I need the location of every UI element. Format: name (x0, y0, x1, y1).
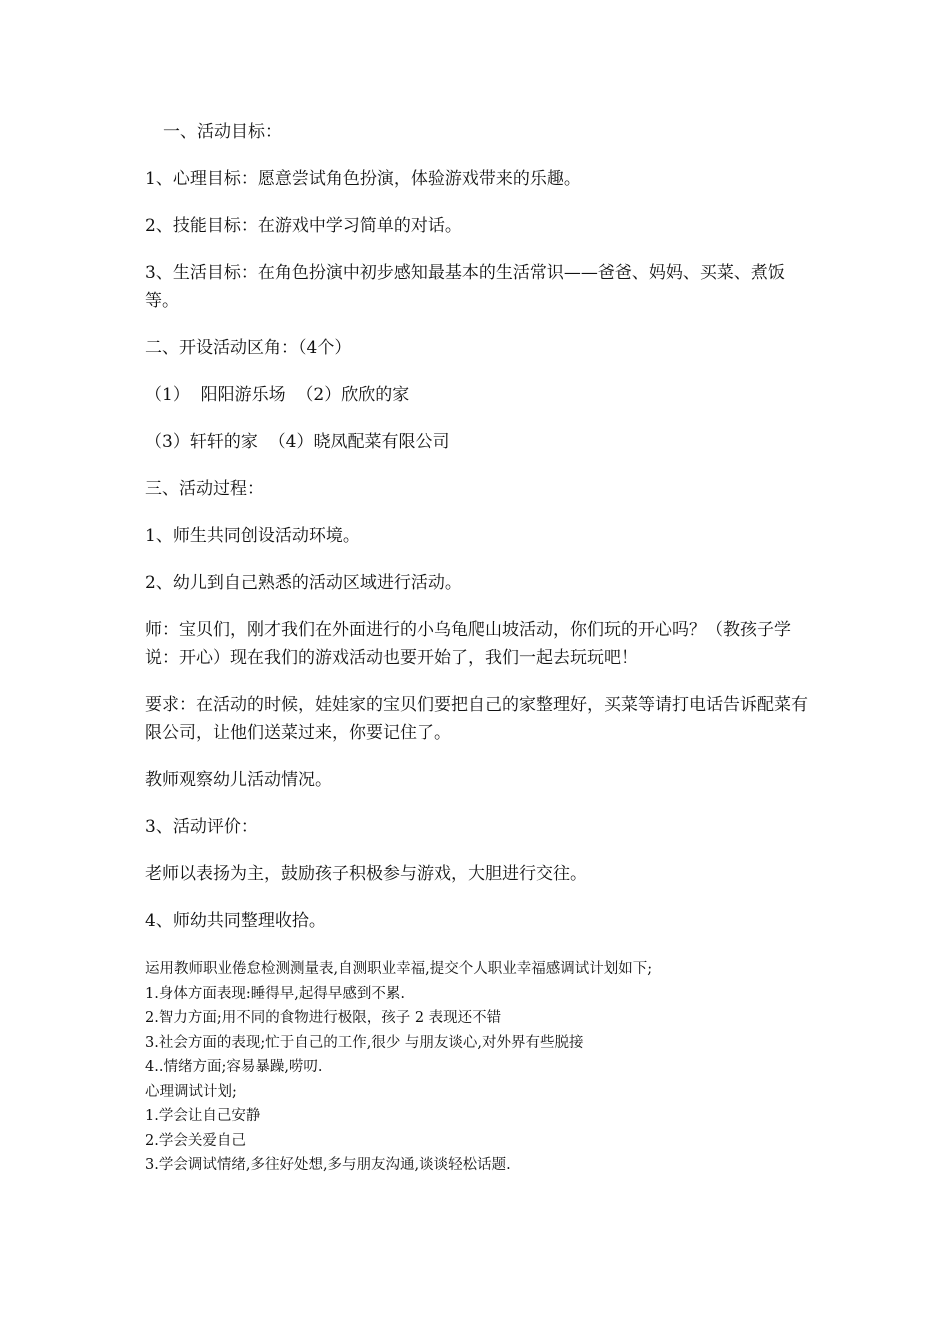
plan-step-2: 2.学会关爱自己 (145, 1132, 246, 1149)
document-page (145, 118, 810, 1178)
process-step-3: 3、活动评价： (145, 817, 258, 837)
plan-intro: 运用教师职业倦怠检测测量表,自测职业幸福,提交个人职业幸福感调试计划如下; (145, 961, 653, 977)
plan-step-3: 3.学会调试情绪,多往好处想,多与朋友沟通,谈谈轻松话题. (145, 1157, 511, 1173)
process-step-4: 4、师幼共同整理收拾。 (145, 911, 326, 931)
goal-psychological: 1、心理目标：愿意尝试角色扮演，体验游戏带来的乐趣。 (145, 169, 581, 189)
area-list-2: （3）轩轩的家 （4）晓凤配菜有限公司 (145, 432, 450, 452)
teacher-dialogue: 师：宝贝们，刚才我们在外面进行的小乌龟爬山坡活动，你们玩的开心吗？（教孩子学说：开心）现在我们的游戏活动也要开始了，我们一起去玩玩吧！ (145, 620, 791, 668)
process-step-2: 2、幼儿到自己熟悉的活动区域进行活动。 (145, 573, 462, 593)
section-heading-areas: 二、开设活动区角：（4个） (145, 338, 352, 358)
plan-step-1: 1.学会让自己安静 (145, 1108, 261, 1124)
plan-subheading: 心理调试计划; (145, 1083, 237, 1100)
teacher-observation: 教师观察幼儿活动情况。 (145, 770, 332, 790)
section-heading-process: 三、活动过程： (145, 479, 264, 499)
plan-item-social: 3.社会方面的表现;忙于自己的工作,很少 与朋友谈心,对外界有些脱接 (145, 1034, 584, 1051)
plan-item-intellect: 2.智力方面;用不同的食物进行极限，孩子 2 表现还不错 (145, 1010, 502, 1026)
requirement-paragraph: 要求：在活动的时候，娃娃家的宝贝们要把自己的家整理好，买菜等请打电话告诉配菜有限公司，让他们送菜过来，你要记住了。 (145, 695, 808, 743)
goal-skill: 2、技能目标：在游戏中学习简单的对话。 (145, 216, 462, 236)
section-heading-goals: 一、活动目标： (163, 122, 282, 142)
plan-item-body: 1.身体方面表现:睡得早,起得早感到不累. (145, 985, 405, 1002)
area-list-1: （1） 阳阳游乐场 （2）欣欣的家 (145, 385, 410, 405)
plan-item-emotion: 4..情绪方面;容易暴躁,唠叨. (145, 1059, 323, 1075)
process-step-1: 1、师生共同创设活动环境。 (145, 526, 360, 546)
wellbeing-plan-block (145, 957, 810, 1178)
evaluation-paragraph: 老师以表扬为主，鼓励孩子积极参与游戏，大胆进行交往。 (145, 864, 587, 884)
goal-life: 3、生活目标：在角色扮演中初步感知最基本的生活常识——爸爸、妈妈、买菜、煮饭等。 (145, 263, 785, 311)
